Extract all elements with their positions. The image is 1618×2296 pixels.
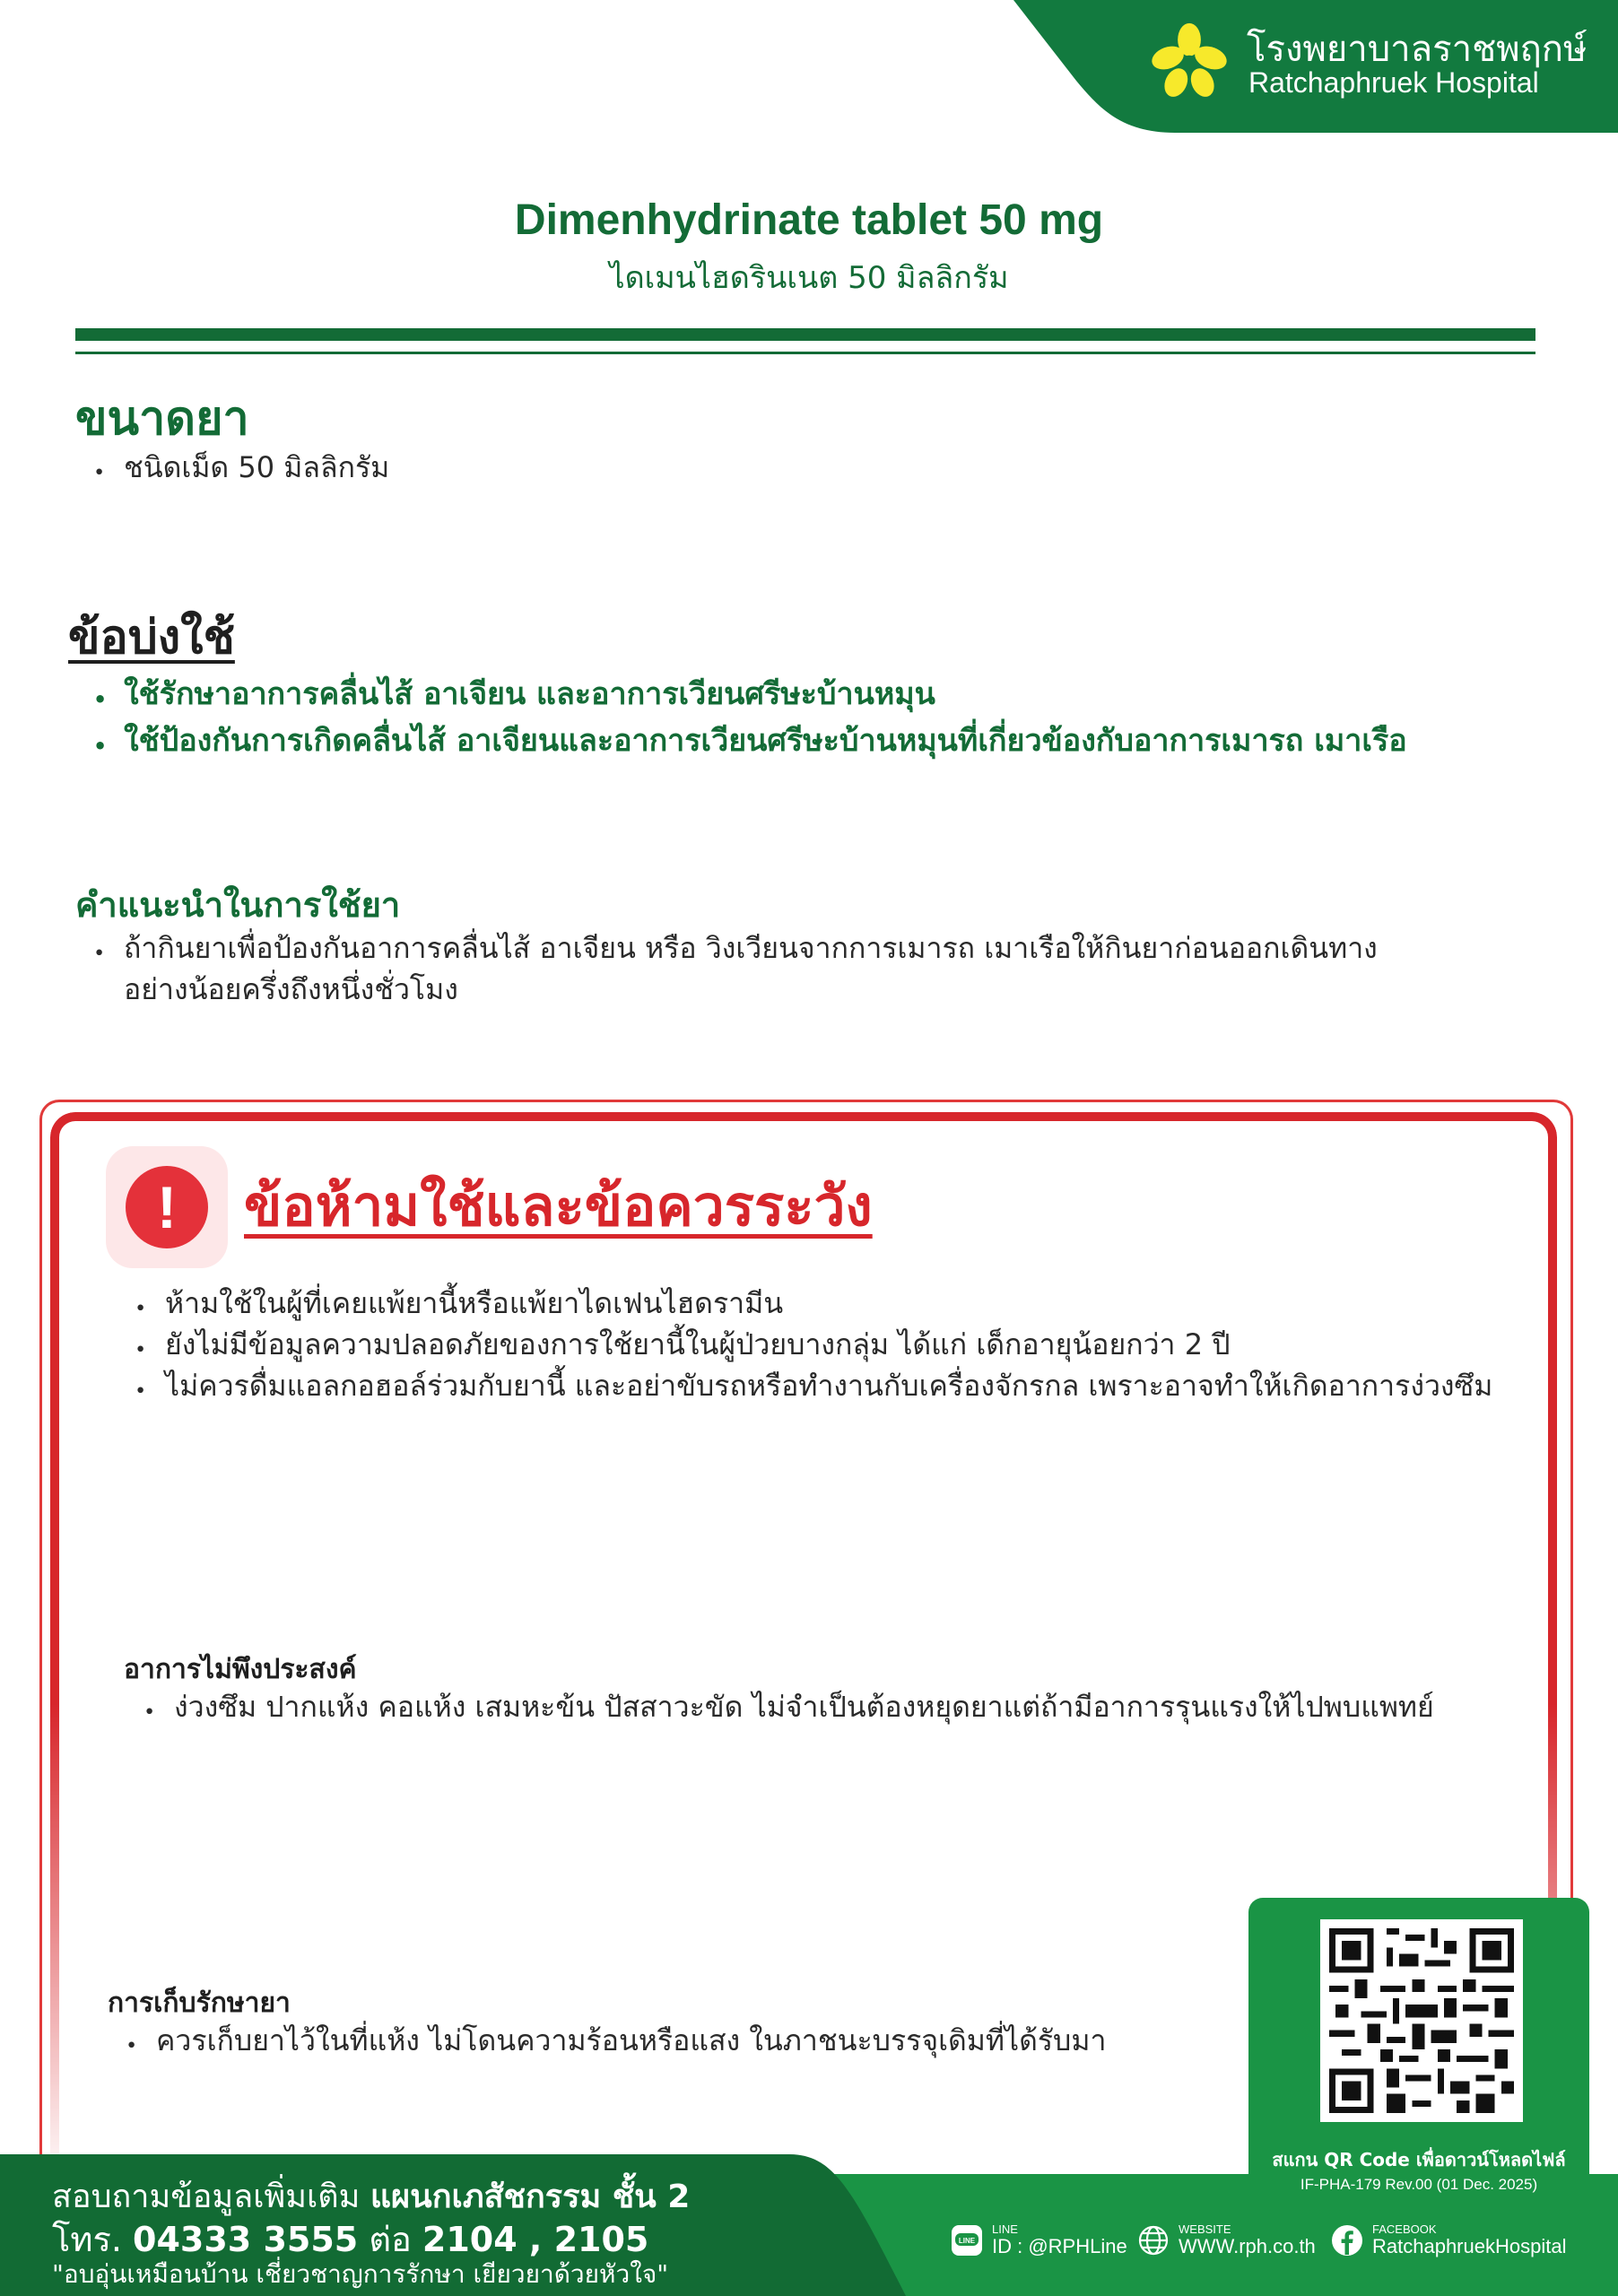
dosage-list: [93, 447, 389, 488]
line-icon: [951, 2224, 983, 2257]
hospital-name-thai: โรงพยาบาลราชพฤกษ์: [1247, 29, 1588, 70]
hospital-name-english: Ratchaphruek Hospital: [1248, 66, 1539, 99]
qr-caption: สแกน QR Code เพื่อดาวน์โหลดไฟล์: [1272, 2149, 1566, 2170]
facebook-icon: [1331, 2224, 1363, 2257]
drug-title-thai: ไดเมนไฮดรินเนต 50 มิลลิกรัม: [609, 260, 1009, 296]
indications-heading: ข้อบ่งใช้: [68, 611, 235, 665]
indications-list: [93, 671, 1407, 764]
qr-code-icon[interactable]: [1329, 1928, 1514, 2113]
exclamation-icon: !: [126, 1166, 208, 1248]
footer-slogan: "อบอุ่นเหมือนบ้าน เชี่ยวชาญการรักษา เยียวยาด้วยหัวใจ": [52, 2259, 669, 2289]
list-item: • ง่วงซึม ปากแห้ง คอแห้ง เสมหะข้น ปัสสาวะขัด ไม่จำเป็นต้องหยุดยาแต่ถ้ามีอาการรุนแรงให้ไปพบแพทย์: [144, 1686, 1434, 1727]
dosage-heading: ขนาดยา: [75, 392, 249, 446]
storage-list: [126, 2020, 1106, 2061]
list-item: • ชนิดเม็ด 50 มิลลิกรัม: [93, 447, 389, 488]
advice-heading: คำแนะนำในการใช้ยา: [75, 885, 401, 925]
warnings-heading: ข้อห้ามใช้และข้อควรระวัง: [244, 1173, 873, 1239]
list-item: • ห้ามใช้ในผู้ที่เคยแพ้ยานี้หรือแพ้ยาไดเฟนไฮดรามีน: [135, 1283, 1492, 1324]
document-code: IF-PHA-179 Rev.00 (01 Dec. 2025): [1300, 2176, 1538, 2193]
advice-list: [93, 927, 1439, 1010]
footer-phone-line: โทร. 04333 3555 ต่อ 2104 , 2105: [52, 2220, 649, 2259]
list-item: • ถ้ากินยาเพื่อป้องกันอาการคลื่นไส้ อาเจียน หรือ วิงเวียนจากการเมารถ เมาเรือให้กินยาก่อนออกเดินทาง อย่างน้อยครึ่งถึงหนึ่งชั่วโมง: [93, 927, 1439, 1010]
storage-heading: การเก็บรักษายา: [108, 1987, 291, 2019]
list-item: • ยังไม่มีข้อมูลความปลอดภัยของการใช้ยานี้ในผู้ป่วยบางกลุ่ม ได้แก่ เด็กอายุน้อยกว่า 2 ปี: [135, 1324, 1492, 1365]
phone-number[interactable]: 04333 3555: [133, 2220, 359, 2259]
side-effects-list: [144, 1686, 1434, 1727]
globe-icon: [1137, 2224, 1170, 2257]
title-divider-thin: [75, 352, 1535, 354]
list-item: • ใช้ป้องกันการเกิดคลื่นไส้ อาเจียนและอาการเวียนศรีษะบ้านหมุนที่เกี่ยวข้องกับอาการเมารถ เมาเรือ: [93, 718, 1407, 764]
list-item: • ใช้รักษาอาการคลื่นไส้ อาเจียน และอาการเวียนศรีษะบ้านหมุน: [93, 671, 1407, 718]
drug-title-english: Dimenhydrinate tablet 50 mg: [514, 196, 1104, 244]
list-item: • ควรเก็บยาไว้ในที่แห้ง ไม่โดนความร้อนหรือแสง ในภาชนะบรรจุเดิมที่ได้รับมา: [126, 2020, 1106, 2061]
list-item: • ไม่ควรดื่มแอลกอฮอล์ร่วมกับยานี้ และอย่าขับรถหรือทำงานกับเครื่องจักรกล เพราะอาจทำให้เกิดอาการง่วงซึม: [135, 1365, 1492, 1406]
ratchaphruek-flower-logo-icon: [1148, 22, 1231, 104]
footer-contact-line: สอบถามข้อมูลเพิ่มเติม แผนกเภสัชกรรม ชั้น 2: [52, 2179, 691, 2215]
warnings-list: [135, 1283, 1492, 1406]
title-divider-thick: [75, 328, 1535, 341]
svg-text:LINE: LINE: [958, 2237, 976, 2245]
side-effects-heading: อาการไม่พึงประสงค์: [124, 1654, 357, 1685]
